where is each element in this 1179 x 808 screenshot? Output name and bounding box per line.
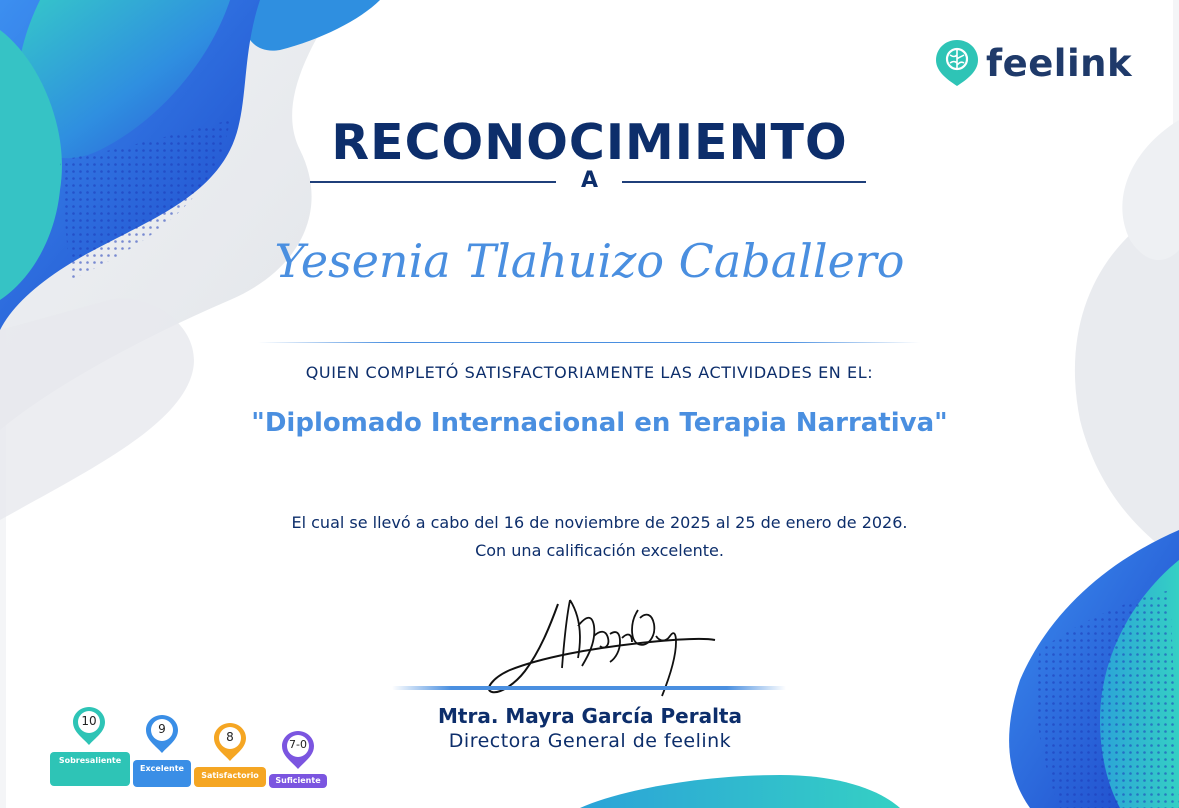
- signer-name: Mtra. Mayra García Peralta: [438, 704, 742, 728]
- legend-label: Satisfactorio: [194, 767, 266, 787]
- location-pin-icon: [145, 714, 179, 754]
- legend-value: 8: [226, 730, 234, 744]
- legend-label: Suficiente: [269, 774, 327, 788]
- brand-name: feelink: [986, 41, 1133, 85]
- completion-statement: QUIEN COMPLETÓ SATISFACTORIAMENTE LAS ACTIVIDADES EN EL:: [305, 363, 874, 382]
- legend-label: Sobresaliente: [50, 752, 130, 786]
- brain-pin-icon: [934, 38, 980, 88]
- course-dates: El cual se llevó a cabo del 16 de noviembre de 2025 al 25 de enero de 2026.: [291, 513, 908, 532]
- legend-value: 7-0: [289, 738, 307, 751]
- location-pin-icon: [213, 722, 247, 762]
- feelink-logo: [934, 38, 1132, 88]
- location-pin-icon: [281, 730, 315, 770]
- legend-value: 10: [81, 714, 97, 728]
- course-grade: Con una calificación excelente.: [475, 541, 724, 560]
- recipient-underline: [258, 342, 920, 343]
- recipient-name: Yesenia Tlahuizo Caballero: [274, 234, 905, 288]
- certificate-title: RECONOCIMIENTO: [331, 114, 848, 171]
- signature-line: [392, 686, 786, 690]
- legend-value: 9: [158, 722, 166, 736]
- handwritten-signature: [470, 596, 730, 700]
- location-pin-icon: [72, 706, 106, 746]
- legend-label: Excelente: [133, 760, 191, 787]
- certificate-subtitle: A: [580, 168, 599, 193]
- signer-role: Directora General de feelink: [448, 730, 732, 752]
- course-details: [0, 509, 1179, 565]
- course-name: "Diplomado Internacional en Terapia Narrativa": [251, 408, 948, 438]
